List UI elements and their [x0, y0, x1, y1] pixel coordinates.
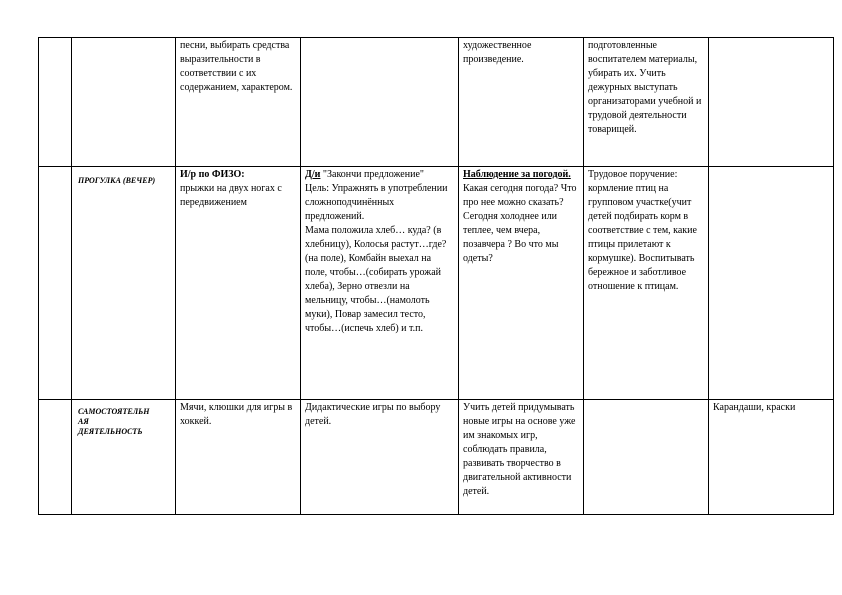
observation-text: Какая сегодня погода? Что про нее можно сказать? Сегодня холоднее или теплее, чем вчера, позавчера ? Во что мы одеты? [463, 183, 577, 264]
plan-table [38, 37, 834, 515]
label-cell [72, 167, 176, 400]
section-label-walk: ПРОГУЛКА (ВЕЧЕР) [78, 176, 156, 185]
row-marker-cell [39, 38, 72, 167]
table-row [39, 400, 834, 515]
cell-materials: Карандаши, краски [709, 400, 834, 515]
row-marker-cell [39, 167, 72, 400]
label-cell [72, 400, 176, 515]
cell-individual-work: песни, выбирать средства выразительности в соответствии с их содержанием, характером. [176, 38, 301, 167]
cell-individual-work: Мячи, клюшки для игры в хоккей. [176, 400, 301, 515]
cell-group-work [301, 167, 459, 400]
cell-group-work [301, 38, 459, 167]
game-type: Д/и [305, 169, 321, 180]
cell-labor: Трудовое поручение: кормление птиц на групповом участке(учит детей подбирать корм в соответствие с тем, какие птицы прилетают к кормушке). Воспитывать бережное и заботливое отношение к птицам. [584, 167, 709, 400]
cell-materials [709, 38, 834, 167]
game-title: "Закончи предложение" [320, 169, 424, 180]
cell-group-work: Дидактические игры по выбору детей. [301, 400, 459, 515]
cell-materials [709, 167, 834, 400]
individual-work-title: И/р по ФИЗО: [180, 169, 245, 180]
cell-observation [459, 167, 584, 400]
observation-title: Наблюдение за погодой. [463, 169, 571, 180]
individual-work-text: прыжки на двух ногах с передвижением [180, 183, 282, 208]
cell-labor [584, 400, 709, 515]
cell-observation: художественное произведение. [459, 38, 584, 167]
cell-observation: Учить детей придумывать новые игры на основе уже им знакомых игр, соблюдать правила, развивать творчество в двигательной активности детей. [459, 400, 584, 515]
section-label-independent: САМОСТОЯТЕЛЬН АЯ ДЕЯТЕЛЬНОСТЬ [78, 407, 150, 436]
label-cell [72, 38, 176, 167]
cell-individual-work [176, 167, 301, 400]
table-row [39, 167, 834, 400]
game-text: Цель: Упражнять в употреблении сложноподчинённых предложений. Мама положила хлеб… куда? (в хлебницу), Колосья растут…где? (на поле), Комбайн выехал на поле, чтобы…(собирать урожай хлеба), Зерно отвезли на мельницу, чтобы…(намолоть муки), Повар замесил тесто, чтобы…(испечь хлеб) и т.п. [305, 183, 448, 334]
row-marker-cell [39, 400, 72, 515]
table-row [39, 38, 834, 167]
cell-labor: подготовленные воспитателем материалы, убирать их. Учить дежурных выступать организаторами учебной и трудовой деятельности товарищей. [584, 38, 709, 167]
